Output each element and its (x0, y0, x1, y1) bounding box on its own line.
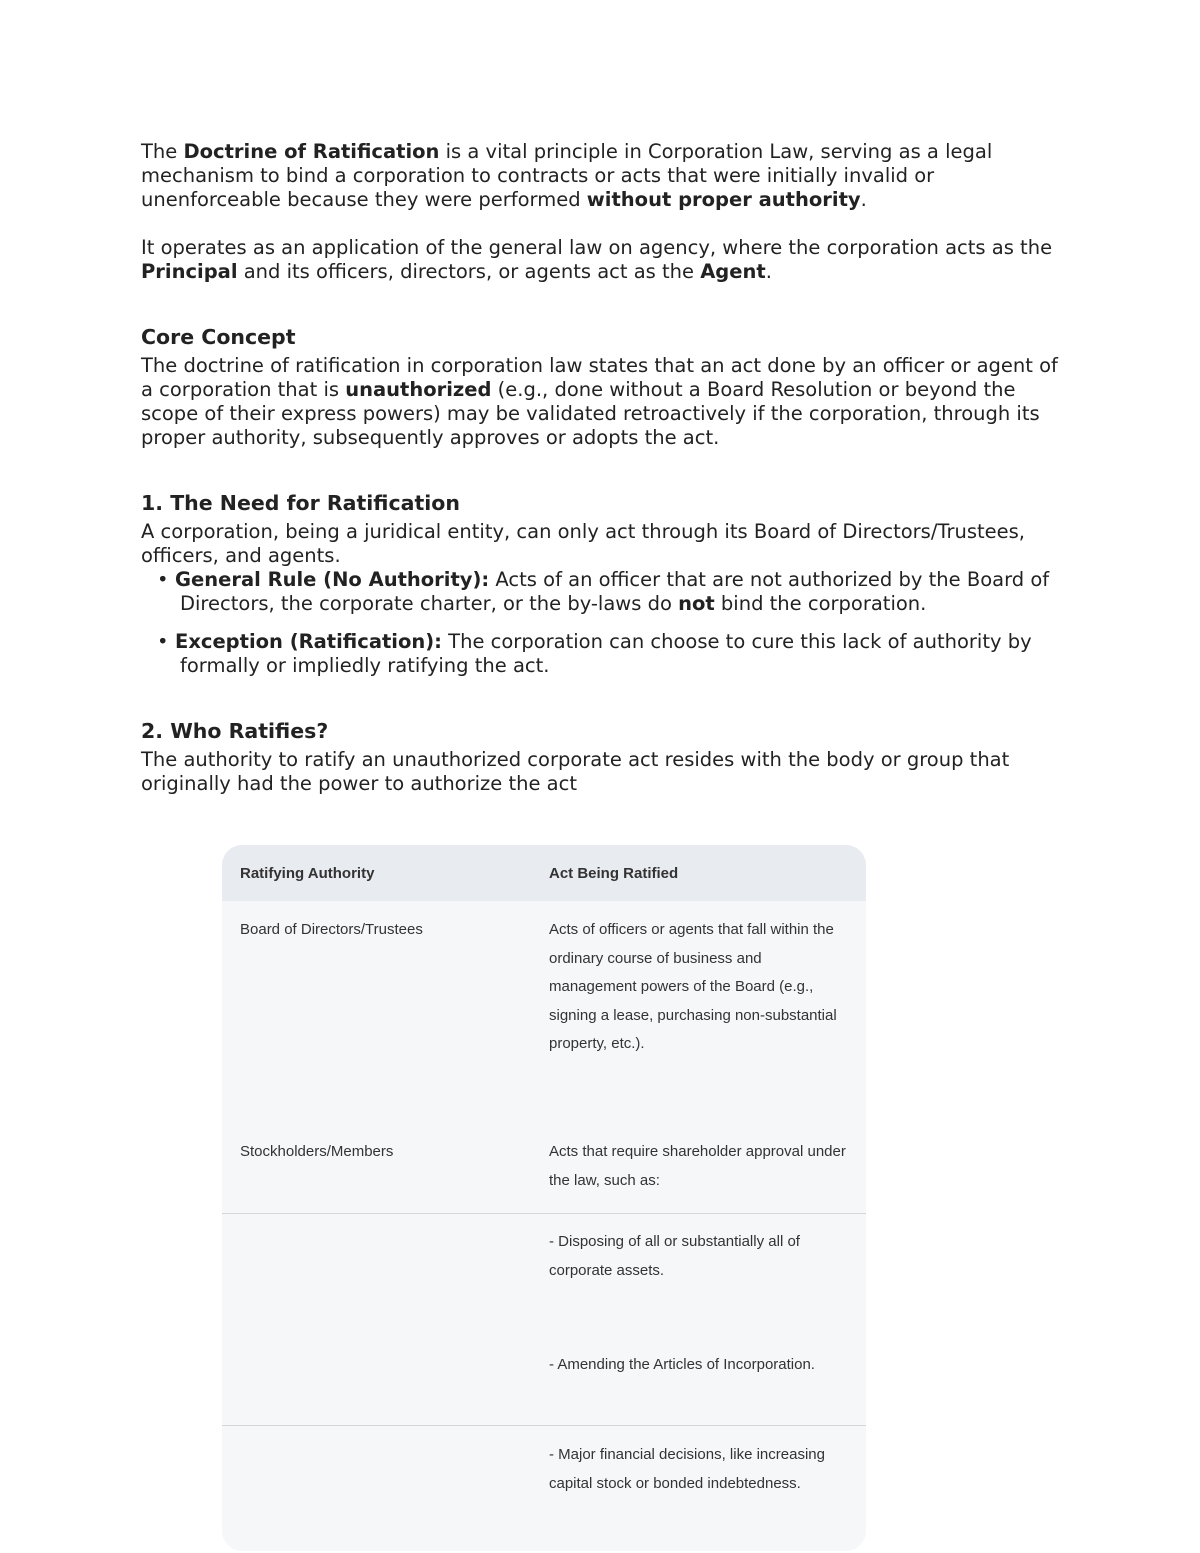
need-text: A corporation, being a juridical entity, can only act through its Board of Directors/Trustees, officers, and agents. (141, 520, 1025, 567)
table-cell: Acts that require shareholder approval under the law, such as: (549, 1143, 846, 1189)
need-heading: 1. The Need for Ratification (141, 491, 460, 515)
table-header-cell: Ratifying Authority (240, 865, 375, 882)
document-body (141, 140, 1061, 796)
table-cell: - Amending the Articles of Incorporation. (549, 1356, 815, 1373)
bullet-dot-icon: • (157, 568, 169, 591)
need-bullet-list (141, 568, 1061, 678)
table-cell: - Disposing of all or substantially all of corporate assets. (549, 1233, 800, 1279)
row-divider (222, 1213, 866, 1214)
who-heading: 2. Who Ratifies? (141, 719, 329, 743)
bullet-general-rule: • General Rule (No Authority): Acts of an officer that are not authorized by the Board of Directors, the corporate charter, or the by-laws do not bind the corporation. (157, 568, 1050, 615)
who-text: The authority to ratify an unauthorized corporate act resides with the body or group that originally had the power to authorize the act (141, 748, 1010, 795)
table-header-row (222, 845, 866, 901)
bullet-dot-icon: • (157, 630, 169, 653)
core-concept-text: The doctrine of ratification in corporation law states that an act done by an officer or agent of a corporation that is unauthorized (e.g., done without a Board Resolution or beyond the scope of their express powers) may be validated retroactively if the corporation, through its proper authority, subsequently approves or adopts the act. (141, 354, 1058, 449)
bullet-exception: • Exception (Ratification): The corporation can choose to cure this lack of authority by formally or impliedly ratifying the act. (157, 630, 1032, 677)
table-cell: Stockholders/Members (240, 1143, 394, 1160)
core-concept-heading: Core Concept (141, 325, 296, 349)
table-header-cell: Act Being Ratified (549, 865, 679, 882)
table-cell: - Major financial decisions, like increasing capital stock or bonded indebtedness. (549, 1446, 825, 1492)
table-cell: Board of Directors/Trustees (240, 921, 423, 938)
row-divider (222, 1425, 866, 1426)
table-cell: Acts of officers or agents that fall within the ordinary course of business and management powers of the Board (e.g., signing a lease, purchasing non-substantial property, etc.). (549, 921, 837, 1052)
intro-paragraph-1: The Doctrine of Ratification is a vital principle in Corporation Law, serving as a legal mechanism to bind a corporation to contracts or acts that were initially invalid or unenforceable because they were performed without proper authority. (141, 140, 993, 211)
ratification-table (222, 845, 866, 1551)
intro-paragraph-2: It operates as an application of the general law on agency, where the corporation acts as the Principal and its officers, directors, or agents act as the Agent. (141, 236, 1053, 283)
